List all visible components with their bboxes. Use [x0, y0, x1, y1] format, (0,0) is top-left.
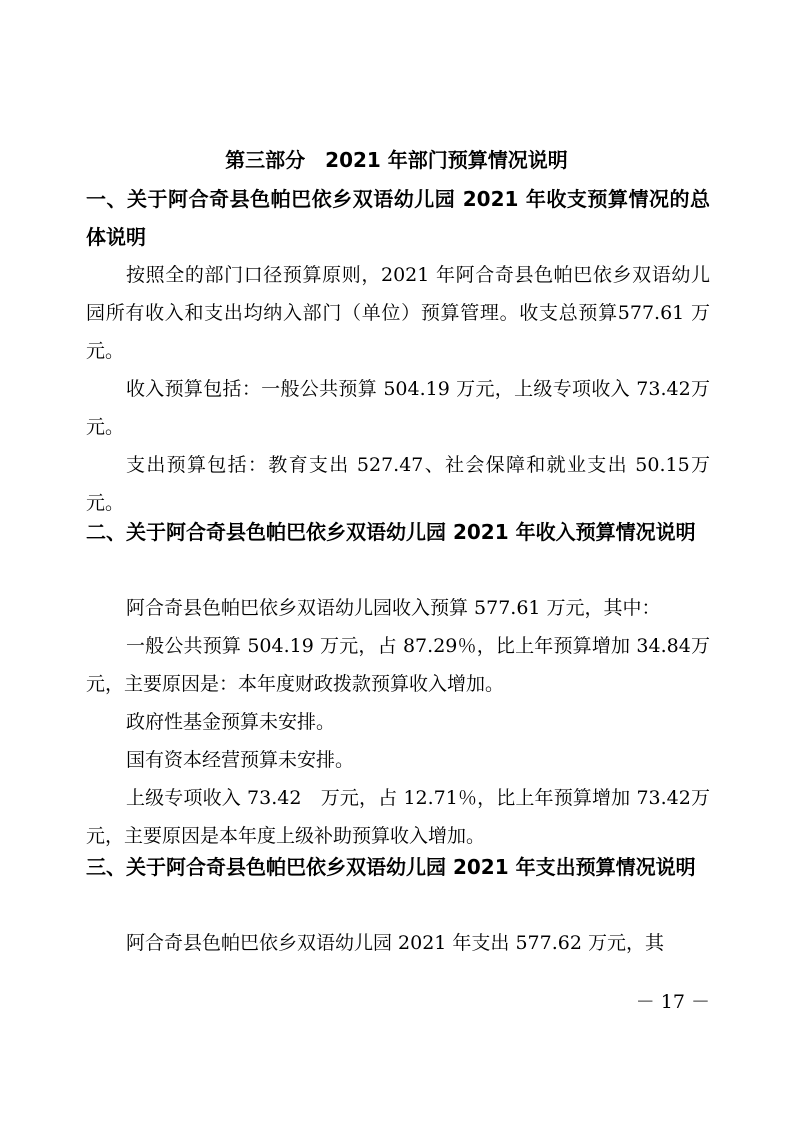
section-2-paragraph-1: 阿合奇县色帕巴依乡双语幼儿园收入预算 577.61 万元，其中： [126, 597, 661, 619]
section-2-paragraph-3: 政府性基金预算未安排。 [126, 711, 336, 733]
section-3-heading: 三、关于阿合奇县色帕巴依乡双语幼儿园 2021 年支出预算情况说明 [86, 855, 696, 879]
section-3-paragraph-1: 阿合奇县色帕巴依乡双语幼儿园 2021 年支出 577.62 万元，其 [126, 932, 664, 954]
page-number: － 17 － [635, 991, 710, 1013]
page-title: 第三部分 2021 年部门预算情况说明 [225, 148, 568, 172]
section-1-paragraph-3: 支出预算包括：教育支出 527.47、社会保障和就业支出 50.15万元。 [86, 454, 710, 514]
section-1-paragraph-1: 按照全的部门口径预算原则，2021 年阿合奇县色帕巴依乡双语幼儿园所有收入和支出均纳入部门（单位）预算管理。收支总预算577.61 万元。 [86, 264, 710, 362]
section-1-heading: 一、关于阿合奇县色帕巴依乡双语幼儿园 2021 年收支预算情况的总体说明 [86, 187, 710, 249]
section-2-paragraph-4: 国有资本经营预算未安排。 [126, 749, 355, 771]
section-2-paragraph-2: 一般公共预算 504.19 万元，占 87.29％，比上年预算增加 34.84万元，主要原因是：本年度财政拨款预算收入增加。 [86, 635, 710, 695]
section-2-paragraph-5: 上级专项收入 73.42 万元，占 12.71％，比上年预算增加 73.42万元，主要原因是本年度上级补助预算收入增加。 [86, 787, 710, 847]
section-2-heading: 二、关于阿合奇县色帕巴依乡双语幼儿园 2021 年收入预算情况说明 [86, 520, 696, 544]
section-1-paragraph-2: 收入预算包括：一般公共预算 504.19 万元，上级专项收入 73.42万元。 [86, 378, 710, 438]
